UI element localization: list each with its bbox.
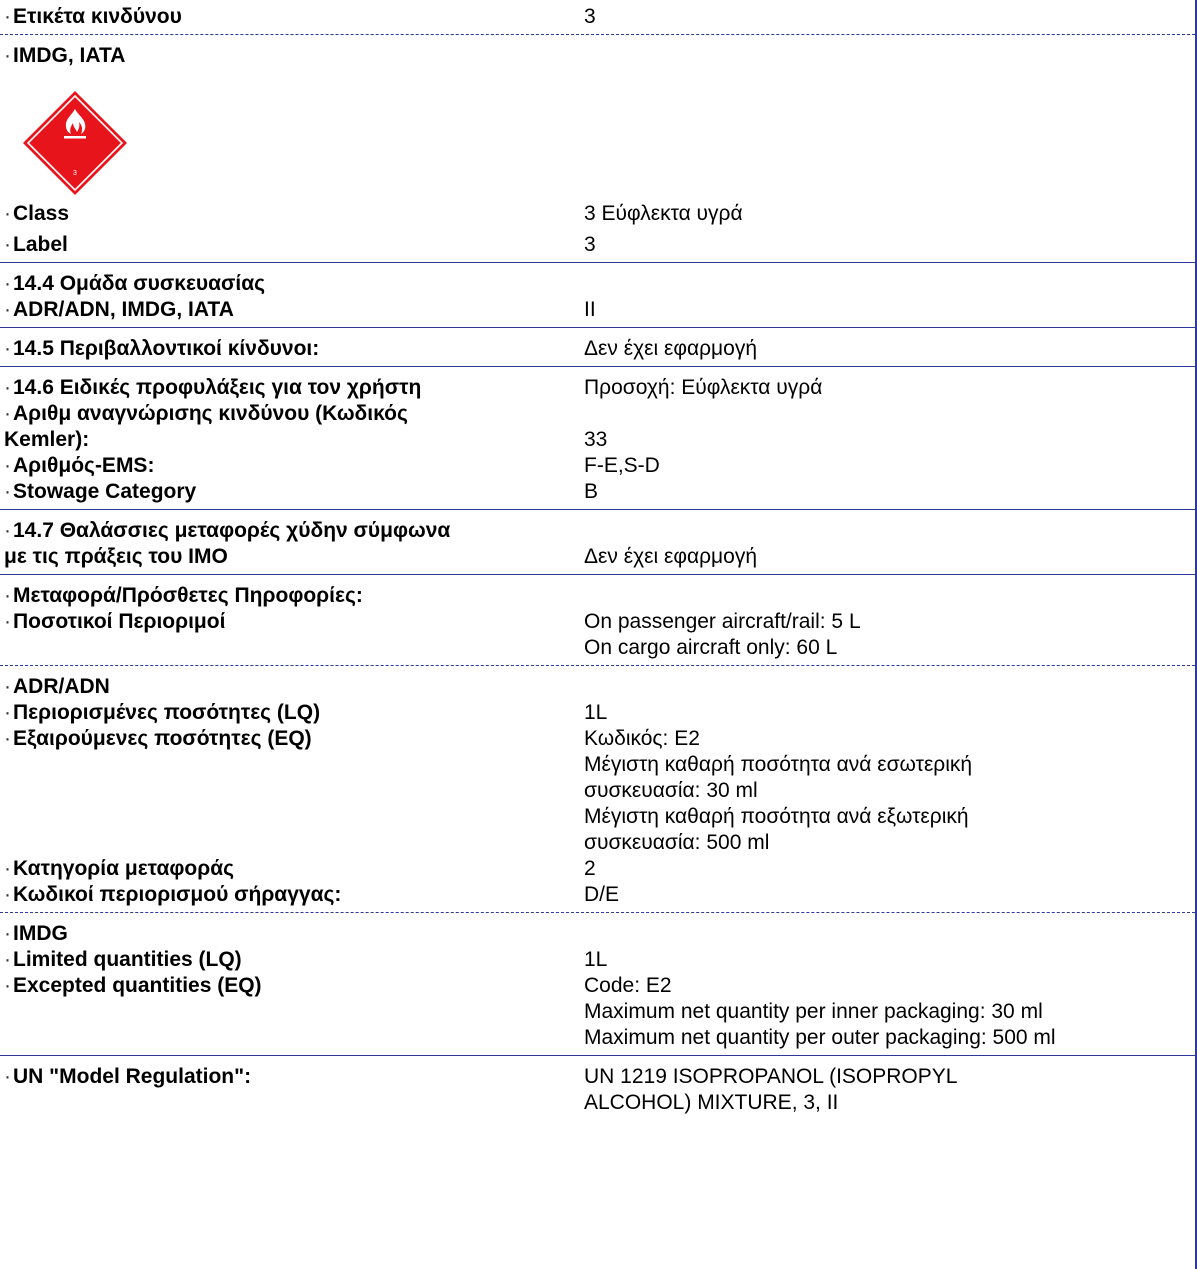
- imdg-section: [0, 913, 1195, 1056]
- adr-lq-row: ·Περιορισμένες ποσότητες (LQ) 1L: [0, 700, 1195, 726]
- hazard-label-section: [0, 0, 1195, 35]
- imdg-lq-value: 1L: [584, 948, 608, 971]
- special-precautions-row: ·14.6 Ειδικές προφυλάξεις για τον χρήστη Προσοχή: Εύφλεκτα υγρά: [0, 375, 1195, 401]
- env-hazards-label: 14.5 Περιβαλλοντικοί κίνδυνοι:: [13, 337, 320, 360]
- adr-eq-row: ·Εξαιρούμενες ποσότητες (EQ) Κωδικός: E2 Μέγιστη καθαρή ποσότητα ανά εσωτερική συσκευασία: 30 ml Μέγιστη καθαρή ποσότητα ανά εξωτερική συσκευασία: 500 ml: [0, 726, 1195, 856]
- ems-row: ·Αριθμός-EMS: F-E,S-D: [0, 453, 1195, 479]
- bulk-transport-row-1: ·14.7 Θαλάσσιες μεταφορές χύδην σύμφωνα: [4, 519, 451, 542]
- bulk-transport-row-2: [0, 544, 1195, 570]
- flammable-liquid-diamond-icon: [21, 89, 129, 197]
- packing-group-value: II: [584, 298, 596, 321]
- pictogram-class-number: 3: [73, 170, 77, 177]
- env-hazards-row: ·14.5 Περιβαλλοντικοί κίνδυνοι: Δεν έχει εφαρμογή: [0, 336, 1195, 362]
- pictogram-area: [0, 69, 1195, 199]
- hazard-label-row: ·Ετικέτα κινδύνου 3: [0, 4, 1195, 30]
- packing-group-section: [0, 263, 1195, 328]
- adr-eq-label: Εξαιρούμενες ποσότητες (EQ): [13, 727, 312, 750]
- adr-eq-code: Κωδικός: E2: [584, 727, 700, 750]
- imdg-eq-row: ·Excepted quantities (EQ) Code: E2 Maximum net quantity per inner packaging: 30 ml Maximum net quantity per outer packaging: 500 ml: [0, 973, 1195, 1051]
- adr-eq-outer-line2: συσκευασία: 500 ml: [584, 831, 770, 854]
- adr-eq-inner-line1: Μέγιστη καθαρή ποσότητα ανά εσωτερική: [584, 753, 973, 776]
- transport-info-heading-row: ·Μεταφορά/Πρόσθετες Πηροφορίες:: [4, 584, 363, 607]
- class-value: 3 Εύφλεκτα υγρά: [584, 202, 743, 225]
- adr-tunnel-value: D/E: [584, 883, 620, 906]
- limits-row: ·Ποσοτικοί Περιοριμοί On passenger aircraft/rail: 5 L On cargo aircraft only: 60 L: [0, 609, 1195, 661]
- un-model-value-line1: UN 1219 ISOPROPANOL (ISOPROPYL: [584, 1065, 958, 1088]
- class-label: Class: [13, 202, 70, 225]
- adr-category-row: ·Κατηγορία μεταφοράς 2: [0, 856, 1195, 882]
- adr-eq-outer-line1: Μέγιστη καθαρή ποσότητα ανά εξωτερική: [584, 805, 969, 828]
- limits-label: Ποσοτικοί Περιοριμοί: [13, 610, 226, 633]
- adr-adn-heading-row: ·ADR/ADN: [4, 675, 110, 698]
- adr-lq-value: 1L: [584, 701, 608, 724]
- imdg-heading-row: ·IMDG: [4, 922, 68, 945]
- imdg-iata-heading-row: ·IMDG, IATA: [4, 44, 126, 67]
- adr-category-label: Κατηγορία μεταφοράς: [13, 857, 235, 880]
- imdg-lq-row: ·Limited quantities (LQ) 1L: [0, 947, 1195, 973]
- imdg-lq-label: Limited quantities (LQ): [13, 948, 242, 971]
- bulk-transport-label-line2: με τις πράξεις του IMO: [4, 545, 228, 568]
- bulk-transport-label-line1: 14.7 Θαλάσσιες μεταφορές χύδην σύμφωνα: [13, 519, 451, 542]
- stowage-label: Stowage Category: [13, 480, 197, 503]
- label-row: ·Label 3: [0, 232, 1195, 258]
- imdg-eq-outer: Maximum net quantity per outer packaging: 500 ml: [584, 1026, 1056, 1049]
- transport-info-section: [0, 575, 1195, 666]
- transport-info-heading: Μεταφορά/Πρόσθετες Πηροφορίες:: [13, 584, 363, 607]
- hazard-label-value: 3: [584, 5, 596, 28]
- limits-cargo-value: On cargo aircraft only: 60 L: [584, 636, 838, 659]
- env-hazards-section: [0, 328, 1195, 367]
- kemler-label-line2: Kemler):: [4, 428, 90, 451]
- kemler-label-line1: Αριθμ αναγνώρισης κινδύνου (Κωδικός: [13, 402, 408, 425]
- adr-tunnel-row: ·Κωδικοί περιορισμού σήραγγας: D/E: [0, 882, 1195, 908]
- adr-adn-heading: ADR/ADN: [13, 675, 110, 698]
- bulk-transport-section: [0, 510, 1195, 575]
- kemler-row-2: [0, 427, 1195, 453]
- un-model-section: [0, 1056, 1195, 1116]
- packing-group-heading: 14.4 Ομάδα συσκευασίας: [13, 272, 266, 295]
- packing-group-row: ·ADR/ADN, IMDG, IATA II: [0, 297, 1195, 323]
- adr-lq-label: Περιορισμένες ποσότητες (LQ): [13, 701, 321, 724]
- class-row: ·Class 3 Εύφλεκτα υγρά: [0, 201, 1195, 227]
- ems-value: F-E,S-D: [584, 454, 660, 477]
- adr-adn-section: [0, 666, 1195, 913]
- label-value: 3: [584, 233, 596, 256]
- kemler-value: 33: [584, 428, 608, 451]
- limits-passenger-value: On passenger aircraft/rail: 5 L: [584, 610, 861, 633]
- imdg-iata-heading: IMDG, IATA: [13, 44, 126, 67]
- imdg-iata-section: [0, 35, 1195, 263]
- special-precautions-value: Προσοχή: Εύφλεκτα υγρά: [584, 376, 823, 399]
- un-model-row: ·UN "Model Regulation": UN 1219 ISOPROPANOL (ISOPROPYL ALCOHOL) MIXTURE, 3, II: [0, 1064, 1195, 1116]
- packing-group-heading-row: ·14.4 Ομάδα συσκευασίας: [4, 272, 266, 295]
- imdg-eq-inner: Maximum net quantity per inner packaging: 30 ml: [584, 1000, 1043, 1023]
- un-model-label: UN "Model Regulation":: [13, 1065, 252, 1088]
- hazard-label-label: Ετικέτα κινδύνου: [13, 5, 182, 28]
- un-model-value-line2: ALCOHOL) MIXTURE, 3, II: [584, 1091, 839, 1114]
- adr-tunnel-label: Κωδικοί περιορισμού σήραγγας:: [13, 883, 342, 906]
- env-hazards-value: Δεν έχει εφαρμογή: [584, 337, 757, 360]
- bulk-transport-value: Δεν έχει εφαρμογή: [584, 545, 757, 568]
- imdg-eq-label: Excepted quantities (EQ): [13, 974, 262, 997]
- adr-eq-inner-line2: συσκευασία: 30 ml: [584, 779, 758, 802]
- special-precautions-label: 14.6 Ειδικές προφυλάξεις για τον χρήστη: [13, 376, 422, 399]
- ems-label: Αριθμός-EMS:: [13, 454, 155, 477]
- label-label: Label: [13, 233, 68, 256]
- special-precautions-section: [0, 367, 1195, 510]
- kemler-row-1: ·Αριθμ αναγνώρισης κινδύνου (Κωδικός: [4, 402, 408, 425]
- packing-group-label: ADR/ADN, IMDG, IATA: [13, 298, 234, 321]
- stowage-value: B: [584, 480, 599, 503]
- stowage-row: ·Stowage Category B: [0, 479, 1195, 505]
- imdg-eq-code: Code: E2: [584, 974, 672, 997]
- imdg-heading: IMDG: [13, 922, 68, 945]
- adr-category-value: 2: [584, 857, 596, 880]
